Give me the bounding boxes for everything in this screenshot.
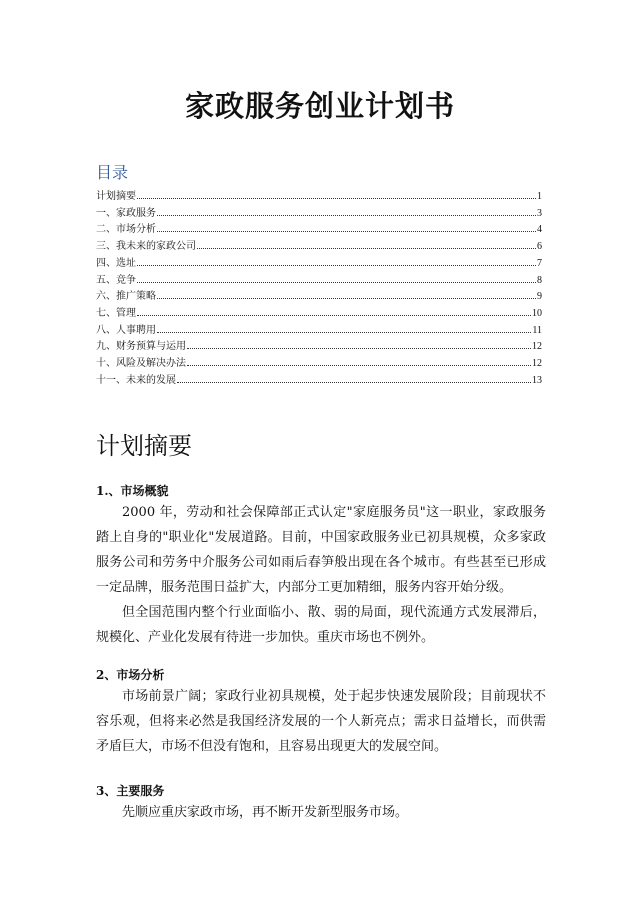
toc-entry-label: 六、推广策略 — [96, 291, 156, 303]
toc-entry-page: 13 — [532, 374, 542, 386]
toc-leader-dots — [187, 348, 531, 349]
toc-entry-page: 12 — [532, 341, 542, 353]
toc-entry-label: 十、风险及解决办法 — [96, 358, 186, 370]
toc-entry-page: 3 — [537, 207, 542, 219]
toc-entry-page: 11 — [532, 324, 542, 336]
toc-entry-label: 九、财务预算与运用 — [96, 341, 186, 353]
paragraph: 2000 年，劳动和社会保障部正式认定"家庭服务员"这一职业，家政服务踏上自身的"职业化"发展道路。目前，中国家政服务业已初具规模，众多家政服务公司和劳务中介服务公司如雨后春笋般出现在各个城市。有些甚至已形成一定品牌，服务范围日益扩大，内部分工更加精细，服务内容开始分级。 — [96, 505, 546, 595]
toc-entry[interactable] — [96, 189, 542, 206]
toc-entry-label: 七、管理 — [96, 307, 136, 319]
toc-entry-page: 9 — [537, 291, 542, 303]
toc-entry-label: 四、选址 — [96, 257, 136, 269]
toc-entry-page: 4 — [537, 224, 542, 236]
toc-leader-dots — [187, 365, 531, 366]
toc-leader-dots — [137, 282, 536, 283]
toc-leader-dots — [157, 231, 536, 232]
toc-entry-label: 二、市场分析 — [96, 224, 156, 236]
paragraph: 先顺应重庆家政市场，再不断开发新型服务市场。 — [122, 805, 409, 820]
toc-entry-page: 8 — [537, 274, 542, 286]
toc-entry[interactable] — [96, 239, 542, 256]
toc-entry[interactable] — [96, 356, 542, 373]
toc-entry-label: 五、竞争 — [96, 274, 136, 286]
toc-entry[interactable] — [96, 206, 542, 223]
toc-entry[interactable] — [96, 373, 542, 390]
toc-heading: 目录 — [96, 163, 129, 182]
toc-leader-dots — [137, 198, 536, 199]
toc-entry[interactable] — [96, 273, 542, 290]
toc-leader-dots — [137, 315, 531, 316]
toc-entry[interactable] — [96, 256, 542, 273]
toc-entry-label: 三、我未来的家政公司 — [96, 241, 196, 253]
toc-entry-page: 1 — [537, 191, 542, 202]
toc-entry-label: 十一、未来的发展 — [96, 374, 176, 386]
subsection-title: 2、市场分析 — [96, 668, 165, 682]
subsection-title: 3、主要服务 — [96, 784, 165, 798]
toc-entry-page: 12 — [532, 358, 542, 370]
toc-leader-dots — [177, 382, 531, 383]
paragraph: 但全国范围内整个行业面临小、散、弱的局面，现代流通方式发展滞后，规模化、产业化发展有待进一步加快。重庆市场也不例外。 — [96, 605, 546, 645]
toc-entry-label: 计划摘要 — [96, 191, 136, 202]
paragraph: 市场前景广阔；家政行业初具规模，处于起步快速发展阶段；目前现状不容乐观，但将来必然是我国经济发展的一个人新亮点；需求日益增长，而供需矛盾巨大，市场不但没有饱和，且容易出现更大的发展空间。 — [96, 689, 546, 754]
toc-leader-dots — [157, 298, 536, 299]
toc-leader-dots — [197, 248, 536, 249]
toc-entry-page: 6 — [537, 241, 542, 253]
toc-entry[interactable] — [96, 222, 542, 239]
toc-entry[interactable] — [96, 289, 542, 306]
toc-leader-dots — [157, 332, 531, 333]
toc-entry[interactable] — [96, 306, 542, 323]
subsection-title: 1.、市场概貌 — [96, 484, 169, 498]
toc-entry-label: 八、人事聘用 — [96, 324, 156, 336]
toc-leader-dots — [157, 215, 536, 216]
table-of-contents — [96, 189, 542, 389]
toc-entry-page: 10 — [532, 307, 542, 319]
toc-entry-label: 一、家政服务 — [96, 207, 156, 219]
toc-entry-page: 7 — [537, 257, 542, 269]
document-title: 家政服务创业计划书 — [184, 89, 455, 123]
toc-leader-dots — [137, 265, 536, 266]
toc-entry[interactable] — [96, 339, 542, 356]
section-heading: 计划摘要 — [96, 432, 192, 460]
toc-entry[interactable] — [96, 323, 542, 340]
